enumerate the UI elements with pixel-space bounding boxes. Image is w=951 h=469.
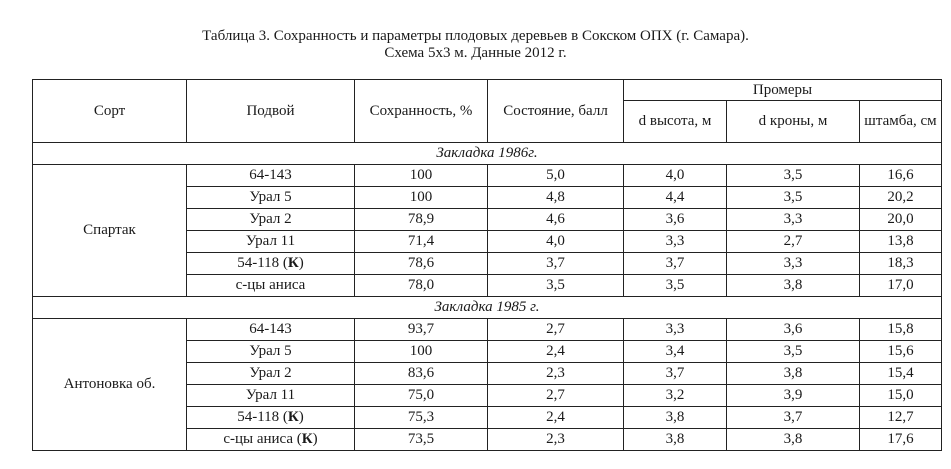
crown-cell: 3,8 [727,275,860,297]
condition-cell: 2,3 [488,363,624,385]
header-rootstock: Подвой [187,80,355,143]
height-cell: 3,5 [624,275,727,297]
table-row [33,165,942,187]
height-cell: 3,3 [624,231,727,253]
survival-cell: 75,3 [355,407,488,429]
trunk-cell: 16,6 [860,165,942,187]
rootstock-cell: Урал 5 [187,341,355,363]
condition-cell: 2,4 [488,407,624,429]
trunk-cell: 13,8 [860,231,942,253]
crown-cell: 3,5 [727,341,860,363]
condition-cell: 2,7 [488,385,624,407]
condition-cell: 2,3 [488,429,624,451]
trunk-cell: 20,0 [860,209,942,231]
condition-cell: 5,0 [488,165,624,187]
header-measurements: Промеры [624,80,942,101]
height-cell: 3,6 [624,209,727,231]
rootstock-cell: Урал 2 [187,363,355,385]
survival-cell: 73,5 [355,429,488,451]
survival-cell: 78,0 [355,275,488,297]
trunk-cell: 12,7 [860,407,942,429]
header-crown: d кроны, м [727,101,860,143]
height-cell: 4,0 [624,165,727,187]
header-trunk: штамба, см [860,101,942,143]
trunk-cell: 15,4 [860,363,942,385]
rootstock-cell: 54-118 (К) [187,253,355,275]
header-height: d высота, м [624,101,727,143]
survival-cell: 71,4 [355,231,488,253]
height-cell: 3,7 [624,253,727,275]
control-mark: К [287,255,299,271]
rootstock-cell: Урал 2 [187,209,355,231]
crown-cell: 3,8 [727,363,860,385]
variety-cell: Антоновка об. [33,319,187,451]
header-sort: Сорт [33,80,187,143]
survival-cell: 78,6 [355,253,488,275]
trunk-cell: 17,6 [860,429,942,451]
condition-cell: 3,5 [488,275,624,297]
caption-line-2: Схема 5х3 м. Данные 2012 г. [384,45,567,61]
rootstock-cell: 54-118 (К) [187,407,355,429]
condition-cell: 4,6 [488,209,624,231]
height-cell: 3,2 [624,385,727,407]
section-row [33,143,942,165]
rootstock-cell: Урал 11 [187,231,355,253]
table-caption [0,28,951,62]
crown-cell: 3,3 [727,253,860,275]
control-mark: К [287,409,299,425]
rootstock-cell: с-цы аниса (К) [187,429,355,451]
survival-cell: 100 [355,165,488,187]
height-cell: 3,8 [624,429,727,451]
header-condition: Состояние, балл [488,80,624,143]
crown-cell: 3,9 [727,385,860,407]
crown-cell: 3,6 [727,319,860,341]
crown-cell: 3,5 [727,187,860,209]
condition-cell: 2,4 [488,341,624,363]
crown-cell: 2,7 [727,231,860,253]
table-body [33,143,942,451]
table-row [33,319,942,341]
survival-cell: 93,7 [355,319,488,341]
section-title: Закладка 1985 г. [33,297,942,319]
trunk-cell: 18,3 [860,253,942,275]
height-cell: 3,8 [624,407,727,429]
trunk-cell: 15,0 [860,385,942,407]
rootstock-cell: с-цы аниса [187,275,355,297]
crown-cell: 3,5 [727,165,860,187]
trunk-cell: 17,0 [860,275,942,297]
survival-cell: 83,6 [355,363,488,385]
height-cell: 3,4 [624,341,727,363]
rootstock-cell: 64-143 [187,319,355,341]
data-table [32,79,942,451]
condition-cell: 4,0 [488,231,624,253]
caption-line-1: Таблица 3. Сохранность и параметры плодовых деревьев в Сокском ОПХ (г. Самара). [202,28,749,44]
section-row [33,297,942,319]
control-mark: К [301,431,313,447]
crown-cell: 3,7 [727,407,860,429]
condition-cell: 2,7 [488,319,624,341]
rootstock-cell: Урал 5 [187,187,355,209]
header-survival: Сохранность, % [355,80,488,143]
survival-cell: 78,9 [355,209,488,231]
rootstock-cell: 64-143 [187,165,355,187]
trunk-cell: 15,6 [860,341,942,363]
trunk-cell: 15,8 [860,319,942,341]
section-title: Закладка 1986г. [33,143,942,165]
height-cell: 4,4 [624,187,727,209]
crown-cell: 3,3 [727,209,860,231]
condition-cell: 4,8 [488,187,624,209]
variety-cell: Спартак [33,165,187,297]
trunk-cell: 20,2 [860,187,942,209]
height-cell: 3,3 [624,319,727,341]
survival-cell: 100 [355,341,488,363]
condition-cell: 3,7 [488,253,624,275]
height-cell: 3,7 [624,363,727,385]
survival-cell: 100 [355,187,488,209]
rootstock-cell: Урал 11 [187,385,355,407]
crown-cell: 3,8 [727,429,860,451]
survival-cell: 75,0 [355,385,488,407]
